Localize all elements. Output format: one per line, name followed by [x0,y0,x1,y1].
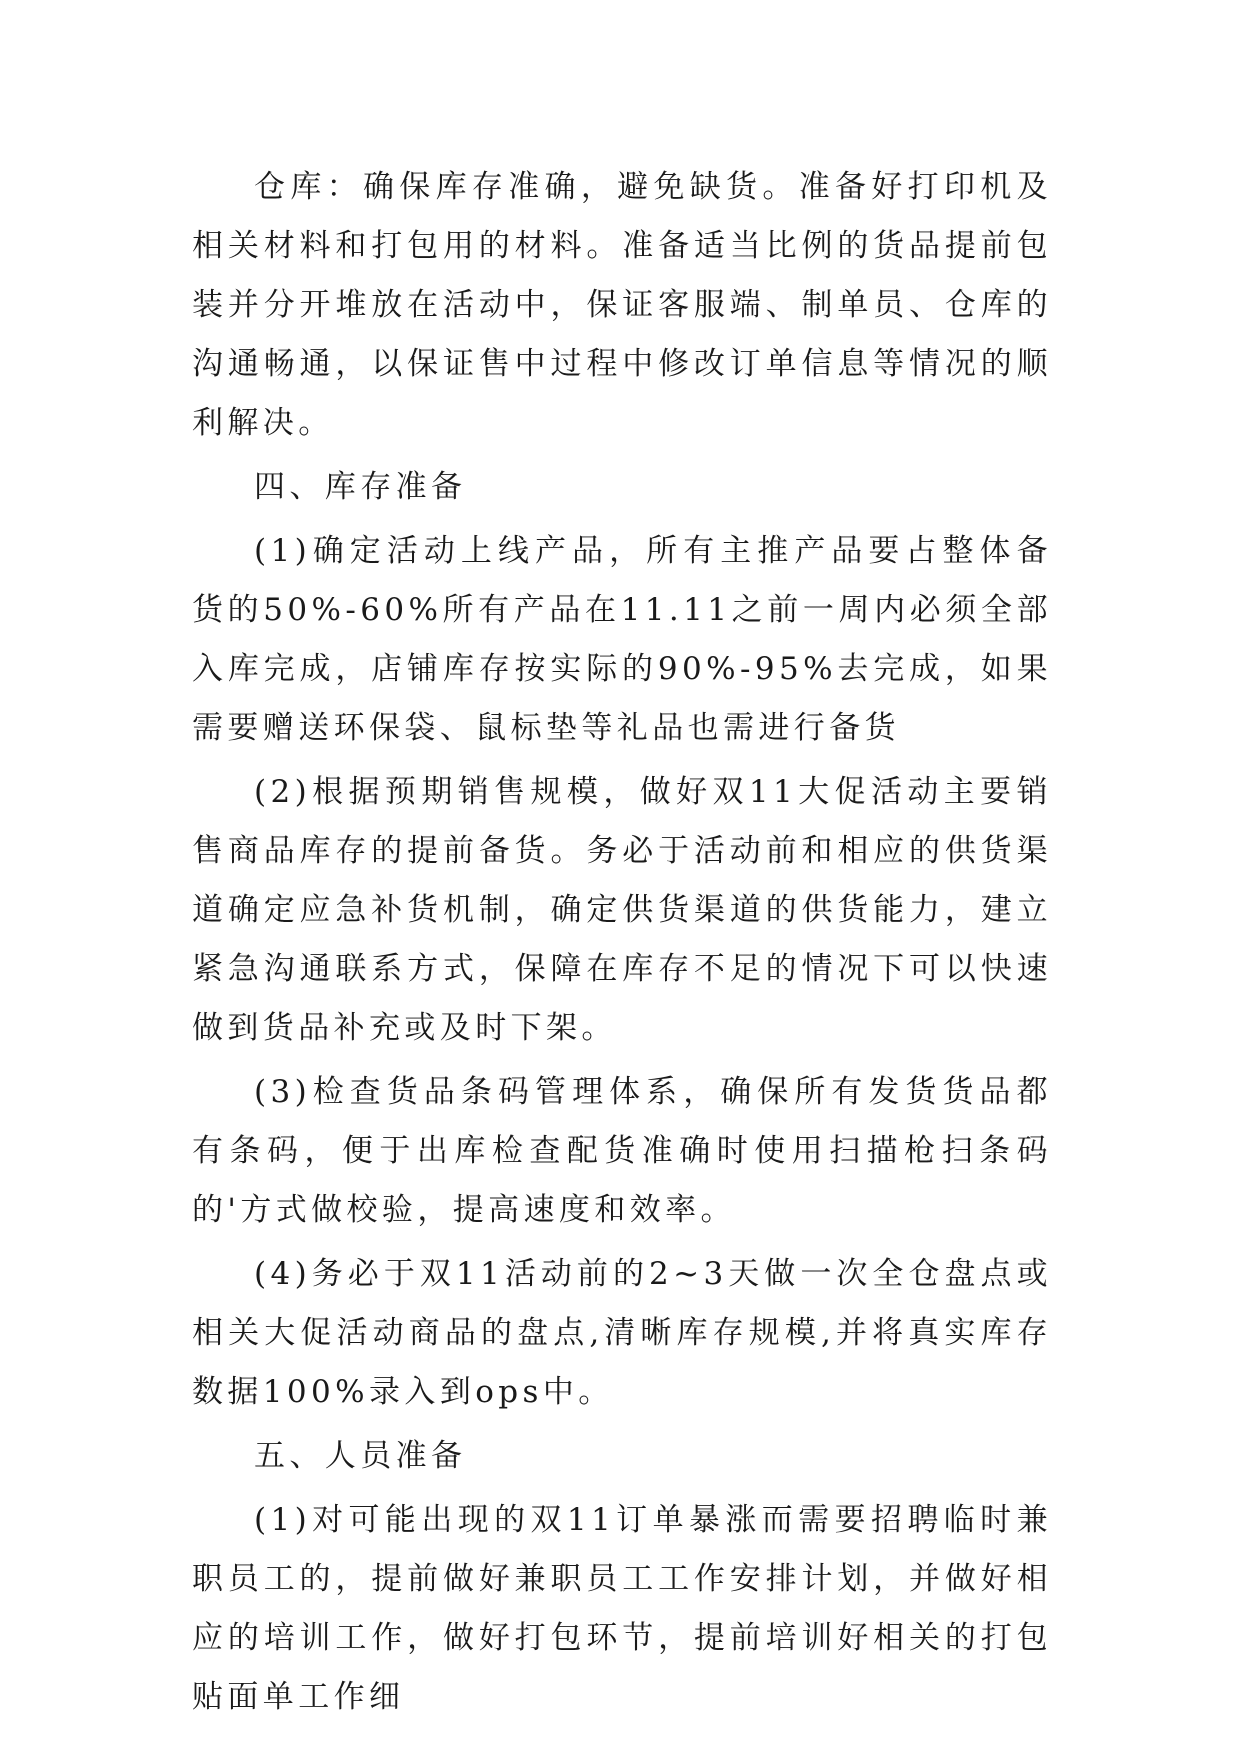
paragraph-inventory-4: (4)务必于双11活动前的2~3天做一次全仓盘点或相关大促活动商品的盘点,清晰库存规模,并将真实库存数据100%录入到ops中。 [192,1256,1052,1410]
paragraph-warehouse: 仓库：确保库存准确，避免缺货。准备好打印机及相关材料和打包用的材料。准备适当比例的货品提前包装并分开堆放在活动中，保证客服端、制单员、仓库的沟通畅通，以保证售中过程中修改订单信息等情况的顺利解决。 [192,169,1052,441]
heading-inventory-preparation: 四、库存准备 [254,469,467,505]
paragraph-staff-1: (1)对可能出现的双11订单暴涨而需要招聘临时兼职员工的，提前做好兼职员工工作安排计划，并做好相应的培训工作，做好打包环节，提前培训好相关的打包贴面单工作细 [192,1502,1052,1715]
heading-staff-preparation: 五、人员准备 [254,1438,467,1474]
paragraph-inventory-2: (2)根据预期销售规模，做好双11大促活动主要销售商品库存的提前备货。务必于活动前和相应的供货渠道确定应急补货机制，确定供货渠道的供货能力，建立紧急沟通联系方式，保障在库存不足的情况下可以快速做到货品补充或及时下架。 [192,774,1052,1046]
document-body [192,158,1052,1732]
paragraph-inventory-3: (3)检查货品条码管理体系，确保所有发货货品都有条码，便于出库检查配货准确时使用扫描枪扫条码的'方式做校验，提高速度和效率。 [192,1074,1052,1228]
paragraph-inventory-1: (1)确定活动上线产品，所有主推产品要占整体备货的50%-60%所有产品在11.11之前一周内必须全部入库完成，店铺库存按实际的90%-95%去完成，如果需要赠送环保袋、鼠标垫等礼品也需进行备货 [192,533,1052,746]
